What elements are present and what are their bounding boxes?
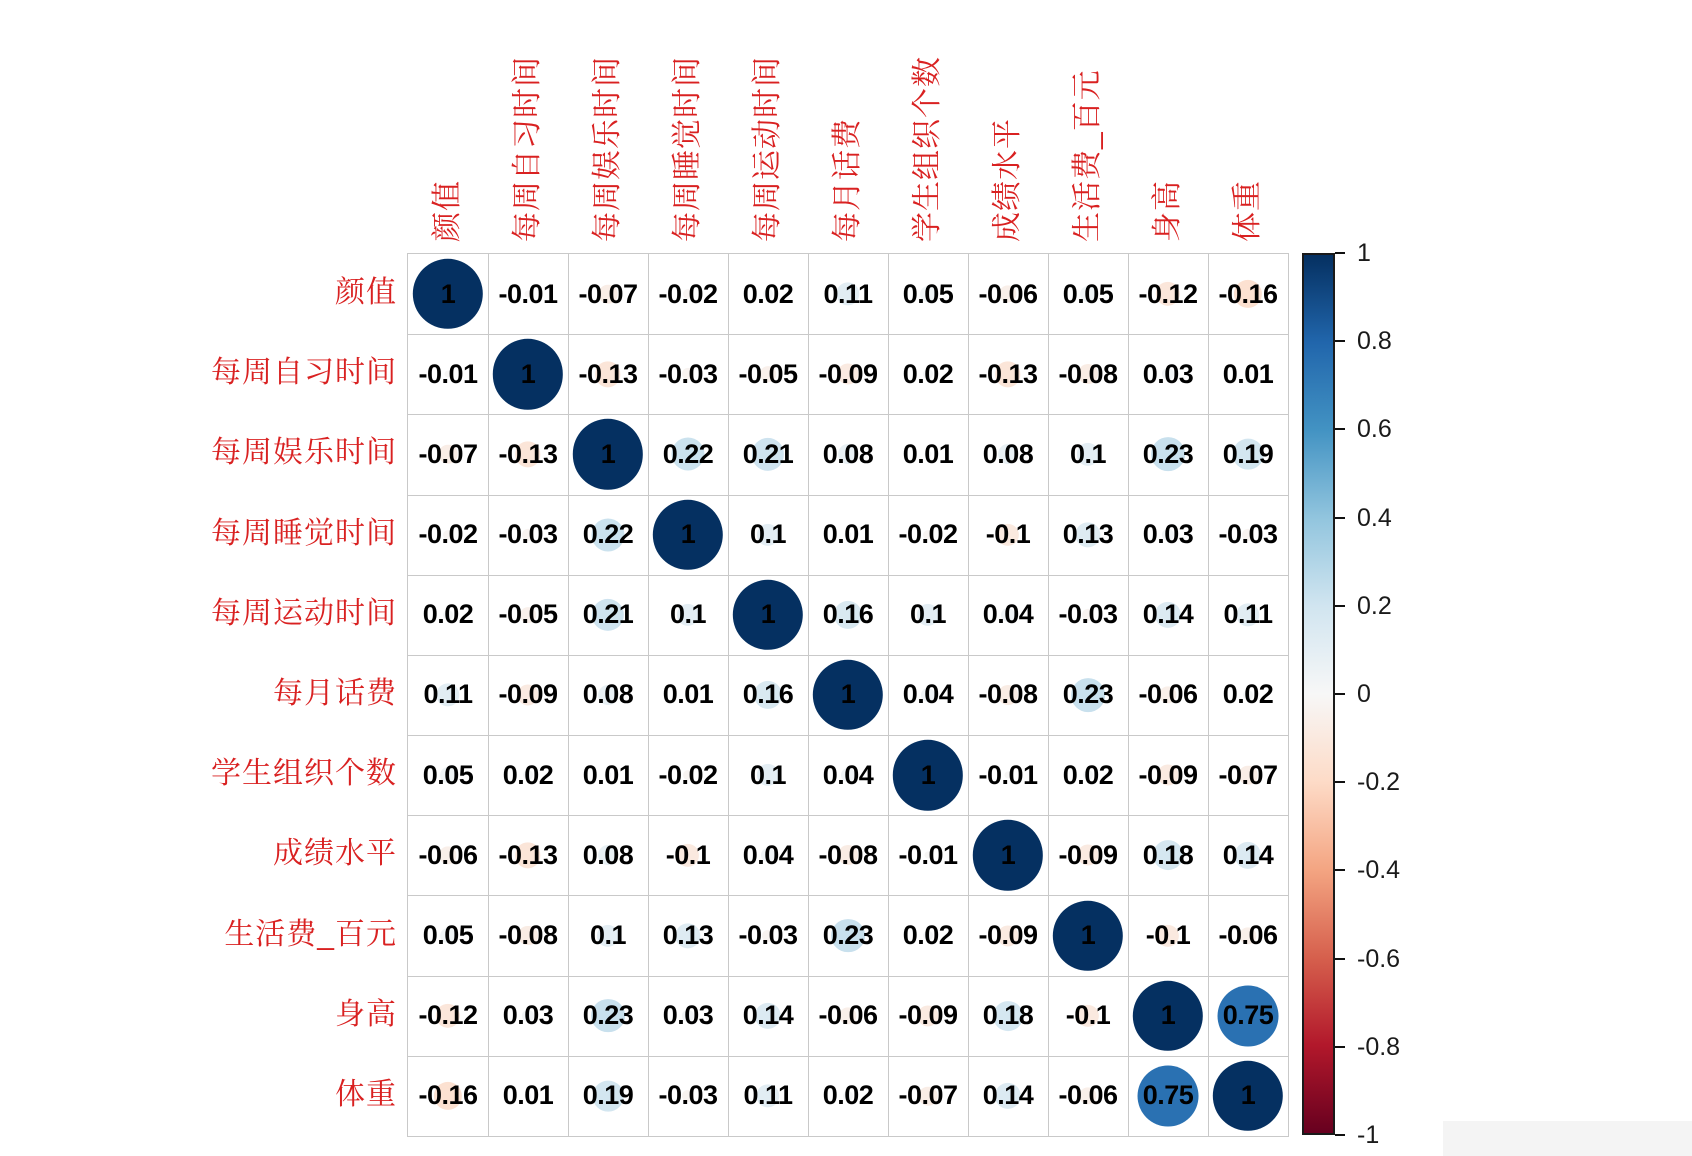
correlation-value: 0.11 <box>743 1080 793 1111</box>
correlation-value: 0.02 <box>742 278 794 309</box>
correlation-value: 0.75 <box>1142 1080 1194 1111</box>
correlation-value: -0.06 <box>818 1000 878 1031</box>
correlation-value: -0.07 <box>1218 759 1278 790</box>
matrix-cell <box>1208 334 1288 415</box>
column-label: 每周运动时间 <box>751 56 784 242</box>
matrix-cell <box>1208 815 1288 896</box>
matrix-cell <box>1128 976 1209 1057</box>
colorbar-tick <box>1335 1134 1345 1136</box>
correlation-value: -0.06 <box>978 278 1038 309</box>
correlation-value: -0.06 <box>1138 679 1198 710</box>
correlation-value: 0.1 <box>1069 438 1107 469</box>
matrix-cell <box>888 575 969 656</box>
correlation-value: -0.12 <box>1138 278 1198 309</box>
matrix-cell <box>1208 895 1288 976</box>
correlation-value: 0.05 <box>422 920 474 951</box>
correlation-value: -0.09 <box>498 679 558 710</box>
matrix-cell <box>888 655 969 736</box>
row-label: 身高 <box>335 997 397 1031</box>
colorbar-gradient <box>1302 253 1335 1135</box>
matrix-grid <box>407 253 1289 1137</box>
correlation-value: -0.02 <box>658 759 718 790</box>
matrix-cell <box>888 414 969 495</box>
matrix-cell <box>408 334 489 415</box>
correlation-value: -0.01 <box>418 358 478 389</box>
matrix-cell <box>728 895 809 976</box>
matrix-cell <box>1048 655 1129 736</box>
correlation-value: 0.1 <box>749 519 787 550</box>
matrix-cell <box>488 976 569 1057</box>
matrix-cell <box>1208 254 1288 335</box>
colorbar-tick-label: -1 <box>1357 1121 1380 1149</box>
matrix-cell <box>808 655 889 736</box>
matrix-cell <box>888 334 969 415</box>
matrix-cell <box>808 895 889 976</box>
matrix-cell <box>1128 655 1209 736</box>
row-label: 体重 <box>335 1077 397 1111</box>
correlation-value: 0.02 <box>1222 679 1274 710</box>
column-label: 每周睡觉时间 <box>671 56 704 242</box>
matrix-cell <box>408 414 489 495</box>
matrix-cell <box>1208 495 1288 576</box>
correlation-value: 0.1 <box>909 599 947 630</box>
correlation-value: 0.19 <box>582 1080 634 1111</box>
correlation-value: -0.02 <box>898 519 958 550</box>
matrix-cell <box>568 495 649 576</box>
matrix-cell <box>808 976 889 1057</box>
matrix-cell <box>1128 815 1209 896</box>
correlation-value: 0.03 <box>662 1000 714 1031</box>
correlation-value: 0.14 <box>1142 599 1194 630</box>
matrix-cell <box>1128 575 1209 656</box>
correlation-value: 1 <box>440 278 456 309</box>
matrix-cell <box>1048 495 1129 576</box>
correlation-value: 0.23 <box>582 1000 634 1031</box>
column-label: 成绩水平 <box>991 118 1024 242</box>
row-label: 每周娱乐时间 <box>211 436 397 470</box>
matrix-cell <box>648 575 729 656</box>
correlation-value: 0.22 <box>662 438 714 469</box>
matrix-cell <box>1208 1056 1288 1136</box>
correlation-value: 0.01 <box>582 759 634 790</box>
matrix-cell <box>488 1056 569 1136</box>
correlation-value: 0.11 <box>1223 599 1273 630</box>
matrix-cell <box>968 334 1049 415</box>
matrix-cell <box>648 735 729 816</box>
matrix-cell <box>568 976 649 1057</box>
correlation-value: 0.11 <box>423 679 473 710</box>
matrix-cell <box>408 1056 489 1136</box>
matrix-cell <box>488 815 569 896</box>
matrix-cell <box>488 254 569 335</box>
row-label: 生活费_百元 <box>224 917 397 951</box>
correlation-value: 0.01 <box>822 519 874 550</box>
correlation-value: 1 <box>600 438 616 469</box>
correlation-value: -0.08 <box>498 920 558 951</box>
correlation-value: -0.03 <box>658 358 718 389</box>
correlation-value: 0.03 <box>1142 519 1194 550</box>
row-label: 每周自习时间 <box>211 356 397 390</box>
matrix-cell <box>1048 735 1129 816</box>
colorbar-tick <box>1335 958 1345 960</box>
correlation-value: -0.03 <box>1058 599 1118 630</box>
matrix-cell <box>968 815 1049 896</box>
matrix-cell <box>808 495 889 576</box>
correlation-value: -0.03 <box>658 1080 718 1111</box>
colorbar-tick-label: -0.6 <box>1357 944 1401 973</box>
colorbar-tick <box>1335 605 1345 607</box>
matrix-cell <box>488 575 569 656</box>
correlation-value: -0.08 <box>1058 358 1118 389</box>
matrix-cell <box>568 414 649 495</box>
colorbar-tick-label: 0.6 <box>1357 415 1392 444</box>
matrix-cell <box>888 735 969 816</box>
matrix-cell <box>1208 735 1288 816</box>
colorbar-tick <box>1335 781 1345 783</box>
correlation-value: 1 <box>760 599 776 630</box>
row-label: 每月话费 <box>273 677 397 710</box>
matrix-cell <box>1048 976 1129 1057</box>
correlation-value: 0.03 <box>502 1000 554 1031</box>
correlation-value: -0.16 <box>1218 278 1278 309</box>
matrix-cell <box>1208 414 1288 495</box>
correlation-value: 0.08 <box>822 438 874 469</box>
colorbar-tick-label: 0.4 <box>1357 503 1392 532</box>
correlation-value: 0.19 <box>1222 438 1274 469</box>
matrix-cell <box>968 495 1049 576</box>
colorbar-tick-label: -0.4 <box>1357 856 1401 885</box>
correlation-value: -0.12 <box>418 1000 478 1031</box>
correlation-value: -0.13 <box>498 438 558 469</box>
correlation-value: 1 <box>840 679 856 710</box>
correlation-value: -0.08 <box>818 839 878 870</box>
correlation-value: 0.02 <box>822 1080 874 1111</box>
matrix-cell <box>408 815 489 896</box>
matrix-cell <box>488 895 569 976</box>
matrix-cell <box>408 895 489 976</box>
matrix-cell <box>568 334 649 415</box>
matrix-cell <box>1048 414 1129 495</box>
column-label: 每周自习时间 <box>511 56 544 242</box>
matrix-cell <box>1048 815 1129 896</box>
correlation-value: -0.09 <box>978 920 1038 951</box>
row-label: 每周运动时间 <box>211 596 397 630</box>
colorbar-tick-label: -0.2 <box>1357 768 1401 797</box>
matrix-cell <box>1128 414 1209 495</box>
matrix-cell <box>568 735 649 816</box>
matrix-cell <box>1048 254 1129 335</box>
matrix-cell <box>568 655 649 736</box>
correlation-value: 0.23 <box>1142 438 1194 469</box>
matrix-cell <box>888 495 969 576</box>
correlation-value: 0.04 <box>982 599 1034 630</box>
correlation-value: 0.23 <box>1062 679 1114 710</box>
correlation-value: 0.05 <box>422 759 474 790</box>
matrix-cell <box>408 575 489 656</box>
matrix-cell <box>888 976 969 1057</box>
correlation-value: 1 <box>1080 920 1096 951</box>
matrix-cell <box>968 976 1049 1057</box>
correlation-value: 0.01 <box>502 1080 554 1111</box>
matrix-cell <box>1048 334 1129 415</box>
colorbar-tick-label: -0.8 <box>1357 1032 1401 1061</box>
matrix-cell <box>1128 334 1209 415</box>
matrix-cell <box>648 815 729 896</box>
correlation-value: 0.05 <box>902 278 954 309</box>
matrix-cell <box>488 655 569 736</box>
correlation-value: 1 <box>1000 839 1016 870</box>
matrix-cell <box>968 655 1049 736</box>
column-label: 每周娱乐时间 <box>591 56 624 242</box>
matrix-cell <box>1048 895 1129 976</box>
matrix-cell <box>808 254 889 335</box>
matrix-cell <box>968 735 1049 816</box>
matrix-cell <box>728 1056 809 1136</box>
colorbar-tick <box>1335 1046 1345 1048</box>
matrix-cell <box>648 895 729 976</box>
correlation-value: -0.02 <box>418 519 478 550</box>
row-label: 每周睡觉时间 <box>211 516 397 550</box>
colorbar-tick-label: 0.8 <box>1357 327 1392 356</box>
correlation-value: 1 <box>920 759 936 790</box>
matrix-cell <box>408 495 489 576</box>
correlation-value: 0.08 <box>982 438 1034 469</box>
correlation-value: 0.03 <box>1142 358 1194 389</box>
column-label: 身高 <box>1151 180 1184 242</box>
correlation-value: 0.14 <box>982 1080 1034 1111</box>
correlation-value: 0.16 <box>822 599 874 630</box>
correlation-value: -0.03 <box>498 519 558 550</box>
correlation-value: -0.06 <box>418 839 478 870</box>
correlation-value: 0.1 <box>669 599 707 630</box>
matrix-cell <box>808 575 889 656</box>
column-label: 学生组织个数 <box>911 56 944 242</box>
matrix-cell <box>728 976 809 1057</box>
matrix-cell <box>408 735 489 816</box>
correlation-value: 0.14 <box>1222 839 1274 870</box>
matrix-cell <box>888 254 969 335</box>
colorbar-tick-label: 0.2 <box>1357 591 1392 620</box>
matrix-cell <box>1208 655 1288 736</box>
colorbar-tick <box>1335 517 1345 519</box>
colorbar-tick <box>1335 340 1345 342</box>
correlation-value: -0.06 <box>1058 1080 1118 1111</box>
matrix-cell <box>728 334 809 415</box>
matrix-cell <box>568 895 649 976</box>
column-label: 颜值 <box>431 180 464 242</box>
correlation-value: 0.16 <box>742 679 794 710</box>
correlation-value: 0.02 <box>902 920 954 951</box>
matrix-cell <box>968 254 1049 335</box>
correlation-value: 0.1 <box>749 759 787 790</box>
matrix-cell <box>1208 976 1288 1057</box>
matrix-cell <box>488 334 569 415</box>
colorbar-tick <box>1335 693 1345 695</box>
correlation-value: -0.13 <box>978 358 1038 389</box>
matrix-cell <box>808 334 889 415</box>
correlation-value: -0.07 <box>578 278 638 309</box>
matrix-cell <box>728 575 809 656</box>
colorbar-tick <box>1335 252 1345 254</box>
correlation-value: 1 <box>520 358 536 389</box>
correlation-value: -0.01 <box>498 278 558 309</box>
row-label: 成绩水平 <box>273 837 397 871</box>
correlation-value: 0.04 <box>902 679 954 710</box>
colorbar-tick-label: 1 <box>1357 239 1371 267</box>
colorbar-tick <box>1335 869 1345 871</box>
matrix-cell <box>1128 895 1209 976</box>
matrix-cell <box>648 655 729 736</box>
matrix-cell <box>568 1056 649 1136</box>
matrix-cell <box>728 414 809 495</box>
matrix-cell <box>888 1056 969 1136</box>
correlation-value: -0.13 <box>578 358 638 389</box>
matrix-cell <box>808 815 889 896</box>
matrix-cell <box>408 254 489 335</box>
correlation-value: 0.04 <box>742 839 794 870</box>
correlation-value: -0.09 <box>1058 839 1118 870</box>
matrix-cell <box>648 495 729 576</box>
matrix-cell <box>728 655 809 736</box>
matrix-cell <box>1048 575 1129 656</box>
correlation-value: -0.02 <box>658 278 718 309</box>
correlation-value: 0.14 <box>742 1000 794 1031</box>
correlation-value: -0.09 <box>898 1000 958 1031</box>
column-label: 每月话费 <box>831 118 864 242</box>
matrix-cell <box>408 655 489 736</box>
correlation-value: 0.04 <box>822 759 874 790</box>
correlation-value: -0.05 <box>498 599 558 630</box>
correlation-value: -0.1 <box>985 519 1031 550</box>
column-label: 体重 <box>1231 180 1264 242</box>
matrix-cell <box>1128 495 1209 576</box>
matrix-cell <box>648 414 729 495</box>
correlation-value: 0.22 <box>582 519 634 550</box>
matrix-cell <box>888 895 969 976</box>
colorbar-tick <box>1335 428 1345 430</box>
column-label: 生活费_百元 <box>1071 69 1104 242</box>
correlation-value: -0.07 <box>418 438 478 469</box>
correlation-value: 0.18 <box>982 1000 1034 1031</box>
matrix-cell <box>648 1056 729 1136</box>
matrix-cell <box>568 575 649 656</box>
correlation-value: -0.09 <box>818 358 878 389</box>
correlation-value: -0.09 <box>1138 759 1198 790</box>
correlation-value: -0.08 <box>978 679 1038 710</box>
correlation-value: -0.13 <box>498 839 558 870</box>
matrix-cell <box>968 414 1049 495</box>
matrix-cell <box>968 895 1049 976</box>
correlation-value: -0.01 <box>898 839 958 870</box>
correlation-value: 0.21 <box>582 599 634 630</box>
correlation-value: 1 <box>1160 1000 1176 1031</box>
matrix-cell <box>648 334 729 415</box>
correlation-value: 1 <box>1240 1080 1256 1111</box>
correlation-value: 0.02 <box>1062 759 1114 790</box>
correlation-value: 0.01 <box>1222 358 1274 389</box>
correlation-value: 0.13 <box>1062 519 1114 550</box>
correlation-value: -0.1 <box>665 839 711 870</box>
correlation-value: 0.02 <box>502 759 554 790</box>
matrix-cell <box>968 1056 1049 1136</box>
matrix-cell <box>728 254 809 335</box>
matrix-cell <box>1048 1056 1129 1136</box>
correlation-value: -0.03 <box>738 920 798 951</box>
correlation-value: -0.1 <box>1065 1000 1111 1031</box>
matrix-cell <box>488 414 569 495</box>
matrix-cell <box>808 735 889 816</box>
correlation-value: 0.11 <box>823 278 873 309</box>
matrix-cell <box>408 976 489 1057</box>
row-label: 颜值 <box>335 276 397 310</box>
correlation-value: -0.01 <box>978 759 1038 790</box>
matrix-cell <box>568 815 649 896</box>
correlation-value: -0.16 <box>418 1080 478 1111</box>
matrix-cell <box>1128 1056 1209 1136</box>
correlation-value: 0.02 <box>422 599 474 630</box>
correlation-value: -0.1 <box>1145 920 1191 951</box>
matrix-cell <box>1208 575 1288 656</box>
correlation-value: 0.75 <box>1222 1000 1274 1031</box>
correlation-value: 0.02 <box>902 358 954 389</box>
matrix-cell <box>648 976 729 1057</box>
matrix-cell <box>1128 735 1209 816</box>
correlation-value: 0.01 <box>902 438 954 469</box>
correlation-value: 0.01 <box>662 679 714 710</box>
matrix-cell <box>1128 254 1209 335</box>
correlation-value: 0.18 <box>1142 839 1194 870</box>
correlation-value: 0.08 <box>582 679 634 710</box>
row-label: 学生组织个数 <box>211 757 397 791</box>
correlation-value: -0.06 <box>1218 920 1278 951</box>
correlation-value: 0.23 <box>822 920 874 951</box>
correlation-value: -0.07 <box>898 1080 958 1111</box>
matrix-cell <box>888 815 969 896</box>
correlation-value: 0.08 <box>582 839 634 870</box>
matrix-cell <box>968 575 1049 656</box>
correlation-value: 0.13 <box>662 920 714 951</box>
correlation-value: 0.21 <box>742 438 794 469</box>
correlation-value: 0.05 <box>1062 278 1114 309</box>
matrix-cell <box>488 735 569 816</box>
matrix-cell <box>488 495 569 576</box>
watermark-strip <box>1443 1121 1692 1156</box>
matrix-cell <box>808 1056 889 1136</box>
correlation-value: 0.1 <box>589 920 627 951</box>
matrix-cell <box>568 254 649 335</box>
correlation-value: -0.03 <box>1218 519 1278 550</box>
matrix-cell <box>728 495 809 576</box>
colorbar-tick-label: 0 <box>1357 680 1371 708</box>
matrix-cell <box>728 815 809 896</box>
correlation-value: -0.05 <box>738 358 798 389</box>
correlation-value: 1 <box>680 519 696 550</box>
matrix-cell <box>728 735 809 816</box>
matrix-cell <box>808 414 889 495</box>
matrix-cell <box>648 254 729 335</box>
